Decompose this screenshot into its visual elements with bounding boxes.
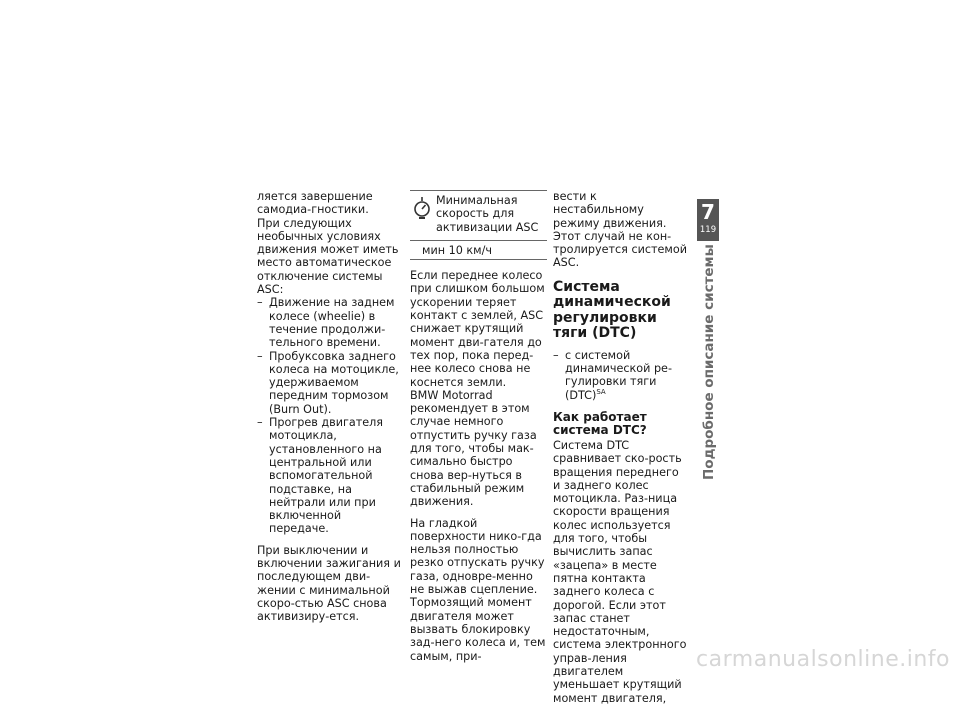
option-text: с системой динамической ре-гулировки тяги (DTC) — [565, 348, 672, 402]
paragraph: Система DTC сравнивает ско-рость вращения переднего и заднего колес мотоцикла. Раз-ница скорости вращения колес используется для того, чтобы вычислить запас «зацепа» в месте пятна контакта заднего колеса с дорогой. Если этот запас станет недостаточным, система электронного управ-ления двигателем уменьшает крутящий момент двигателя, — [553, 438, 687, 705]
watermark: carmanualsonline.info — [696, 647, 950, 672]
spec-label: Минимальная скорость для активизации ASC — [436, 194, 539, 234]
conditions-list — [257, 296, 402, 535]
spec-value: мин 10 км/ч — [422, 243, 492, 257]
option-list — [553, 349, 689, 402]
paragraph: BMW Motorrad рекомендует в этом случае немного отпустить ручку газа для того, чтобы мак-симально быстро снова вер-нуться в стабильный режим движения. — [410, 388, 537, 509]
spec-box — [410, 190, 547, 260]
page-number: 119 — [699, 225, 717, 235]
text-column-2 — [410, 190, 547, 663]
option-badge: SA — [596, 387, 606, 396]
list-item: – Пробуксовка заднего колеса на мотоцикле, удерживаемом передним тормозом (Burn Out). — [257, 350, 402, 416]
paragraph: При следующих необычных условиях движения может иметь место автоматическое отключение системы ASC: — [257, 216, 399, 297]
paragraph: При выключении и включении зажигания и последующем дви-жении с минимальной скоро-стью ASC снова активизиру-ется. — [257, 543, 401, 624]
paragraph: На гладкой поверхности нико-гда нельзя полностью резко отпускать ручку газа, одновре-менно не выжав сцепление. Тормозящий момент двигателя может вызвать блокировку зад-него колеса и, тем самым, при- — [410, 516, 546, 663]
chapter-number: 7 — [701, 200, 715, 224]
text-column-1 — [257, 190, 402, 624]
chapter-tab — [697, 199, 719, 241]
paragraph: вести к нестабильному режиму движения. Этот случай не кон-тролируется системой ASC. — [553, 190, 687, 270]
list-item: – Прогрев двигателя мотоцикла, установленного на центральной или вспомогательной подставке, на нейтрали или при включенной передаче. — [257, 416, 402, 536]
paragraph: Если переднее колесо при слишком большом ускорении теряет контакт с землей, ASC снижает крутящий момент дви-гателя до тех пор, пока перед-нее колесо снова не коснется земли. — [410, 269, 545, 389]
list-item — [553, 349, 689, 402]
text-column-3 — [553, 190, 689, 705]
speedometer-icon — [410, 196, 434, 220]
section-heading: Система динамической регулировки тяги (DTC) — [553, 278, 671, 342]
subsection-heading: Как работает система DTC? — [553, 409, 647, 438]
list-item: – Движение на заднем колесе (wheelie) в течение продолжи-тельного времени. — [257, 296, 402, 349]
chapter-title: Подробное описание системы — [701, 244, 717, 480]
spec-box-header — [410, 191, 547, 241]
paragraph: ляется завершение самодиа-гностики. — [257, 190, 373, 217]
